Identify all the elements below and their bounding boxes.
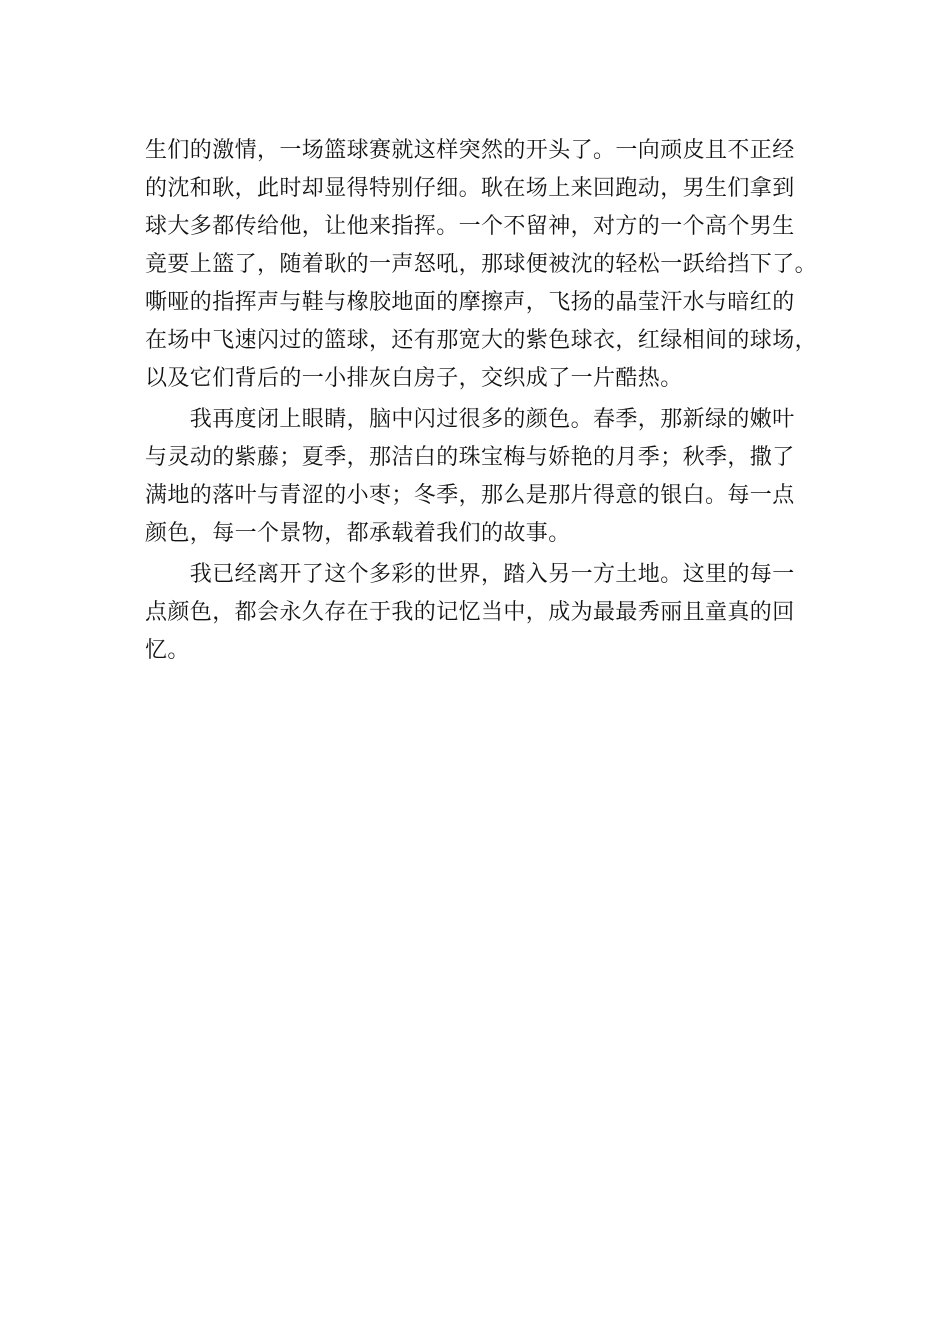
text-line: 颜色，每一个景物，都承载着我们的故事。 [145, 521, 571, 546]
text-line: 竟要上篮了，随着耿的一声怒吼，那球便被沈的轻松一跃给挡下了。 [145, 252, 818, 277]
text-line: 忆。 [145, 638, 190, 663]
text-line: 点颜色，都会永久存在于我的记忆当中，成为最最秀丽且童真的回 [145, 600, 795, 625]
text-line: 满地的落叶与青涩的小枣；冬季，那么是那片得意的银白。每一点 [145, 483, 795, 508]
text-line: 球大多都传给他，让他来指挥。一个不留神，对方的一个高个男生 [145, 214, 795, 239]
text-line: 嘶哑的指挥声与鞋与橡胶地面的摩擦声，飞扬的晶莹汗水与暗红的 [145, 290, 795, 315]
essay-text [145, 132, 825, 670]
paragraph-3 [145, 556, 825, 670]
paragraph-2 [145, 401, 825, 553]
text-line: 我再度闭上眼睛，脑中闪过很多的颜色。春季，那新绿的嫩叶 [145, 407, 795, 432]
text-line: 以及它们背后的一小排灰白房子，交织成了一片酷热。 [145, 366, 683, 391]
text-line: 我已经离开了这个多彩的世界，踏入另一方土地。这里的每一 [145, 562, 795, 587]
text-line: 生们的激情，一场篮球赛就这样突然的开头了。一向顽皮且不正经 [145, 138, 795, 163]
paragraph-1 [145, 132, 825, 398]
text-line: 与灵动的紫藤；夏季，那洁白的珠宝梅与娇艳的月季；秋季，撒了 [145, 445, 795, 470]
text-line: 的沈和耿，此时却显得特别仔细。耿在场上来回跑动，男生们拿到 [145, 176, 795, 201]
text-line: 在场中飞速闪过的篮球，还有那宽大的紫色球衣，红绿相间的球场， [145, 328, 818, 353]
